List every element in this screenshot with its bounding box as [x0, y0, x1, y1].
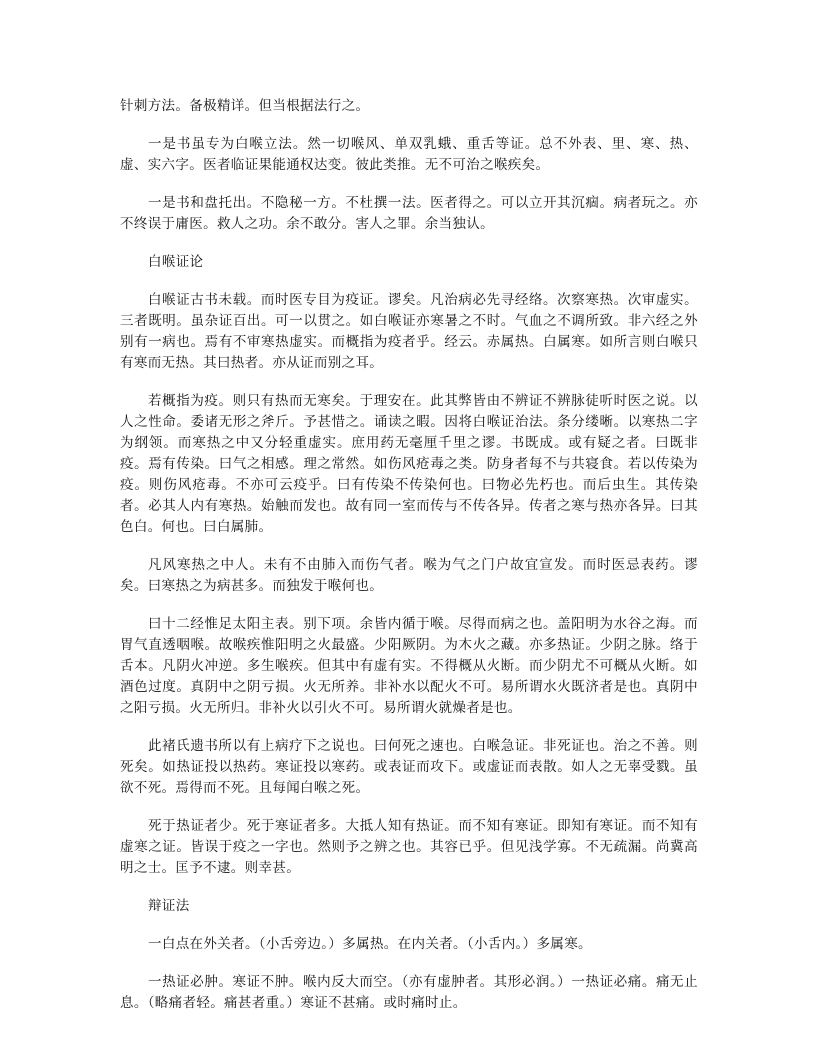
- section-heading-diagnosis-method: 辩证法: [148, 898, 190, 914]
- paragraph-theory-1: 白喉证古书未载。而时医专目为疫证。谬矣。凡治病必先寻经络。次察寒热。次审虚实。三者既明。虽杂证百出。可一以贯之。如白喉证亦寒暑之不时。气血之不调所致。非六经之外别有一病也。焉有不审寒热虚实。而概指为疫者乎。经云。赤属热。白属寒。如所言则白喉只有寒而无热。其曰热者。亦从证而别之耳。: [120, 292, 698, 371]
- paragraph-theory-4: 曰十二经惟足太阳主表。别下项。余皆内循于喉。尽得而病之也。盖阳明为水谷之海。而胃气直透咽喉。故喉疾惟阳明之火最盛。少阳厥阴。为木火之藏。亦多热证。少阴之脉。络于舌本。凡阴火冲逆。多生喉疾。但其中有虚有实。不得概从火断。而少阴尤不可概从火断。如酒色过度。真阴中之阴亏损。火无所养。非补水以配火不可。易所谓水火既济者是也。真阴中之阳亏损。火无所归。非补火以引火不可。易所谓火就燥者是也。: [120, 616, 698, 716]
- paragraph-disclosure-note: 一是书和盘托出。不隐秘一方。不杜撰一法。医者得之。可以立开其沉痼。病者玩之。亦不终误于庸医。救人之功。余不敢分。害人之罪。余当独认。: [120, 195, 698, 232]
- document-page: [120, 96, 698, 1031]
- paragraph-theory-3: 凡风寒热之中人。未有不由肺入而伤气者。喉为气之门户故宜宣发。而时医忌表药。谬矣。曰寒热之为病甚多。而独发于喉何也。: [120, 557, 698, 594]
- paragraph-diagnosis-1: 一白点在外关者。（小舌旁边。）多属热。在内关者。（小舌内。）多属寒。: [148, 936, 592, 952]
- paragraph-theory-6: 死于热证者少。死于寒证者多。大抵人知有热证。而不知有寒证。即知有寒证。而不知有虚寒之证。皆误于疫之一字也。然则予之辨之也。其容已乎。但见浅学寡。不无疏漏。尚冀高明之士。匡予不逮。则幸甚。: [120, 818, 698, 876]
- paragraph-theory-5: 此褚氏遗书所以有上病疗下之说也。曰何死之速也。白喉急证。非死证也。治之不善。则死矣。如热证投以热药。寒证投以寒药。或表证而攻下。或虚证而表散。如人之无辜受戮。虽欲不死。焉得而不死。且每闻白喉之死。: [120, 738, 698, 796]
- paragraph-diagnosis-2: 一热证必肿。寒证不肿。喉内反大而空。（亦有虚肿者。其形必润。）一热证必痛。痛无止息。（略痛者轻。痛甚者重。）寒证不甚痛。或时痛时止。: [120, 974, 698, 1011]
- section-heading-white-throat-theory: 白喉证论: [148, 254, 204, 270]
- paragraph-continuation: 针刺方法。备极精详。但当根据法行之。: [120, 98, 370, 114]
- paragraph-scope-note: 一是书虽专为白喉立法。然一切喉风、单双乳蛾、重舌等证。总不外表、里、寒、热、虚、实六字。医者临证果能通权达变。彼此类推。无不可治之喉疾矣。: [120, 136, 698, 173]
- paragraph-theory-2: 若概指为疫。则只有热而无寒矣。于理安在。此其弊皆由不辨证不辨脉徒听时医之说。以人之性命。委诸无形之斧斤。予甚惜之。诵读之暇。因将白喉证治法。条分缕晰。以寒热二字为纲领。而寒热之中又分轻重虚实。庶用药无毫厘千里之谬。书既成。或有疑之者。曰既非疫。焉有传染。曰气之相感。理之常然。如伤风疮毒之类。防身者每不与共寝食。若以传染为疫。则伤风疮毒。不亦可云疫乎。曰有传染不传染何也。曰物必先朽也。而后虫生。其传染者。必其人内有寒热。始触而发也。故有同一室而传与不传各异。传者之寒与热亦各异。曰其色白。何也。曰白属肺。: [120, 393, 698, 535]
